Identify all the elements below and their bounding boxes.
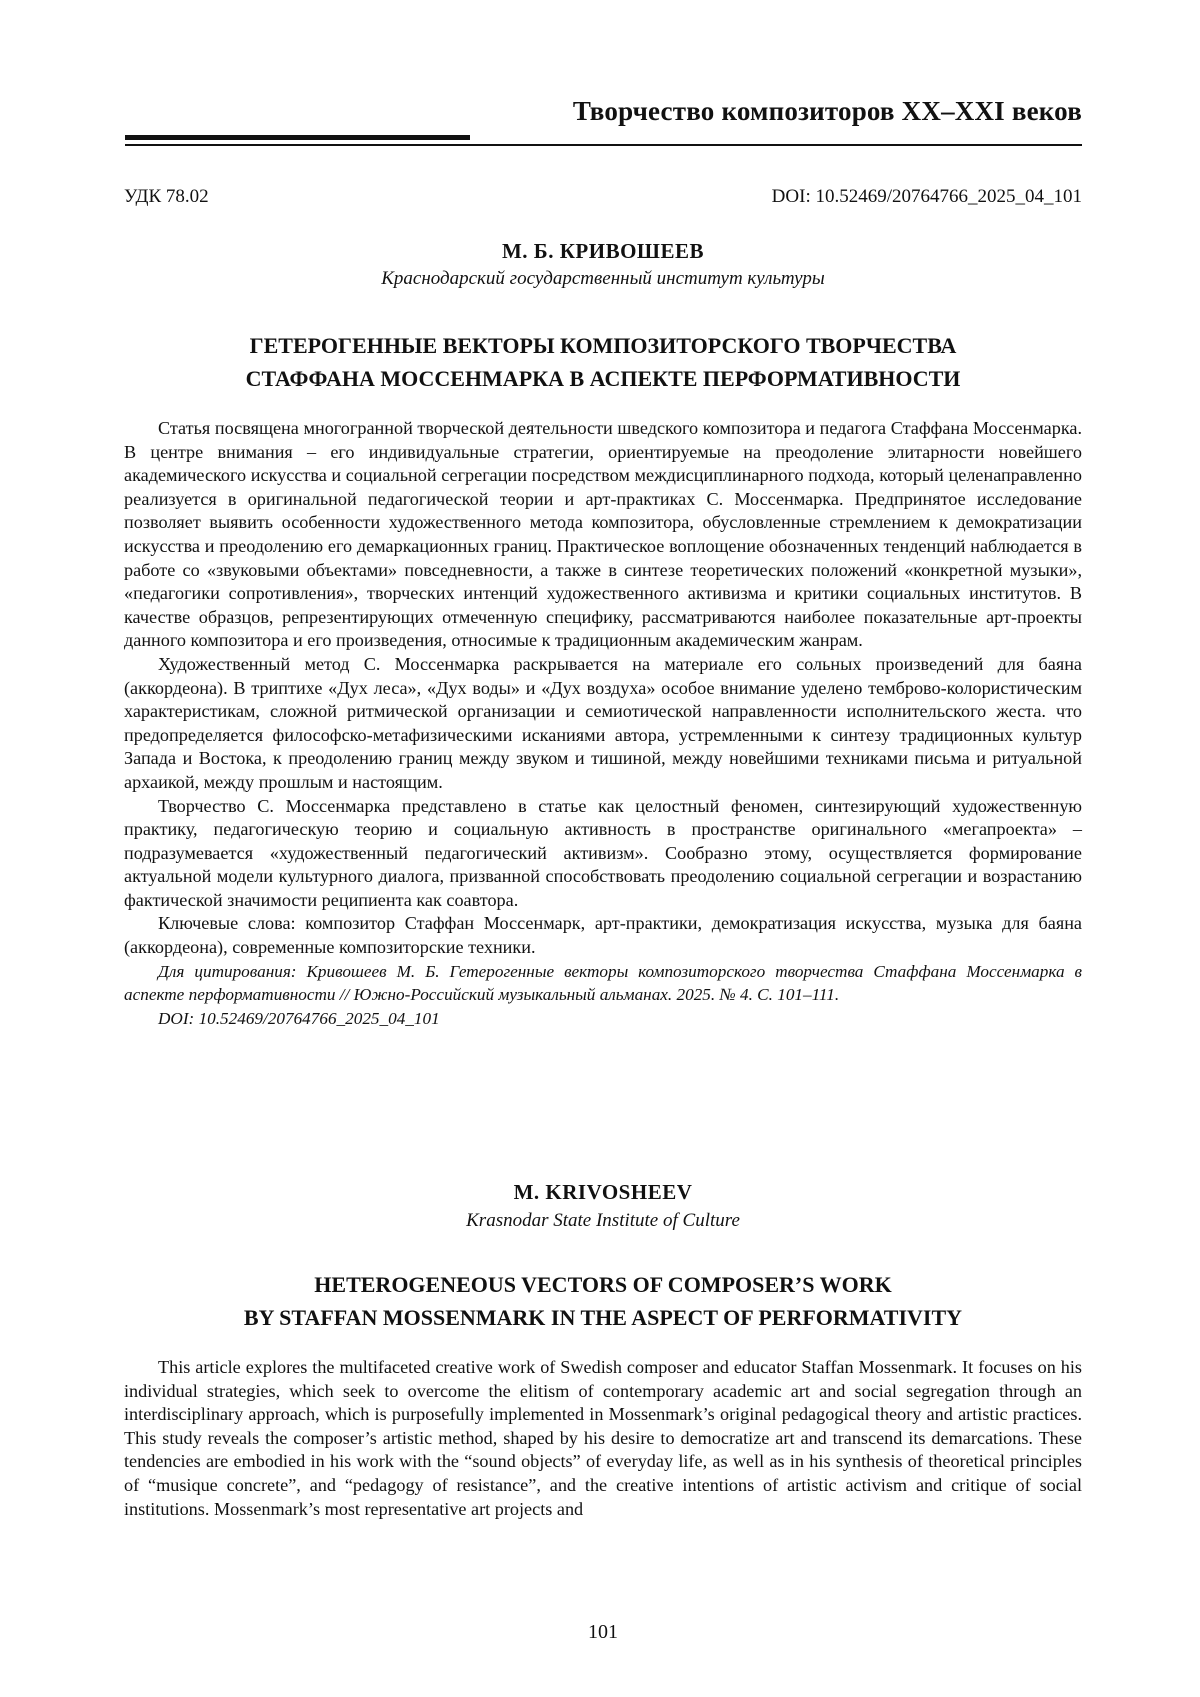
citation-ru: Для цитирования: Кривошеев М. Б. Гетерогенные векторы композиторского творчества Стаффана Моссенмарка в аспекте перформативности // Южно-Российский музыкальный альманах. 2025. № 4. С. 101–111. xyxy=(124,961,1082,1005)
page-number: 101 xyxy=(588,1621,618,1643)
title-en-line-2: BY STAFFAN MOSSENMARK IN THE ASPECT OF PERFORMATIVITY xyxy=(243,1305,963,1330)
abstract-ru-paragraph-1: Статья посвящена многогранной творческой деятельности шведского композитора и педагога Стаффана Моссенмарка. В центре внимания – его индивидуальные стратегии, ориентируемые на преодоление элитарности новейшего академического искусства и социальной сегрегации посредством междисциплинарного подхода, который целенаправленно реализуется в оригинальной педагогической теории и арт-практиках С. Моссенмарка. Предпринятое исследование позволяет выявить особенности художественного метода композитора, обусловленные стремлением к демократизации искусства и преодолению его демаркационных границ. Практическое воплощение обозначенных тенденций наблюдается в работе со «звуковыми объектами» повседневности, а также в синтезе теоретических положений «конкретной музыки», «педагогики сопротивления», творческих интенций художественного активизма и критики социальных институтов. В качестве образцов, репрезентирующих отмеченную специфику, рассматриваются наиболее показательные арт-проекты данного композитора и его произведения, относимые к традиционным академическим жанрам. xyxy=(124,418,1082,651)
citation-doi: DOI: 10.52469/20764766_2025_04_101 xyxy=(158,1008,440,1028)
abstract-ru xyxy=(124,417,1082,1030)
running-title: Творчество композиторов XX–XXI веков xyxy=(572,96,1082,126)
abstract-ru-paragraph-3: Творчество С. Моссенмарка представлено в статье как целостный феномен, синтезирующий художественную практику, педагогическую теорию и социальную активность в пространстве оригинального «мегапроекта» – подразумевается «художественный педагогический активизм». Сообразно этому, осуществляется формирование актуальной модели культурного диалога, призванной способствовать преодолению социальной сегрегации и возрастанию фактической значимости реципиента как соавтора. xyxy=(124,795,1082,910)
article-title-en xyxy=(124,1268,1082,1334)
author-en: M. KRIVOSHEEV xyxy=(513,1180,693,1204)
title-ru-line-2: СТАФФАНА МОССЕНМАРКА В АСПЕКТЕ ПЕРФОРМАТИВНОСТИ xyxy=(245,366,961,391)
udk-code: УДК 78.02 xyxy=(124,186,209,207)
affiliation-en: Krasnodar State Institute of Culture xyxy=(466,1210,740,1231)
header-rule-thin xyxy=(125,144,1082,146)
abstract-ru-paragraph-2: Художественный метод С. Моссенмарка раскрывается на материале его сольных произведений для баяна (аккордеона). В триптихе «Дух леса», «Дух воды» и «Дух воздуха» особое внимание уделено темброво-колористическим характеристикам, сложной ритмической организации и семиотической направленности исполнительского жеста. что предопределяется философско-метафизическими исканиями автора, устремленными к синтезу традиционных культур Запада и Востока, к преодолению границ между звуком и тишиной, между новейшими техниками письма и ритуальной архаикой, между прошлым и настоящим. xyxy=(124,653,1082,792)
title-en-line-1: HETEROGENEOUS VECTORS OF COMPOSER’S WORK xyxy=(314,1272,892,1297)
affiliation-ru: Краснодарский государственный институт культуры xyxy=(381,268,825,289)
abstract-en xyxy=(124,1356,1082,1521)
header-rule-thick xyxy=(125,135,470,140)
article-title-ru xyxy=(124,329,1082,395)
title-ru-line-1: ГЕТЕРОГЕННЫЕ ВЕКТОРЫ КОМПОЗИТОРСКОГО ТВОРЧЕСТВА xyxy=(249,333,957,358)
abstract-en-paragraph-1: This article explores the multifaceted creative work of Swedish composer and educator Staffan Mossenmark. It focuses on his individual strategies, which seek to overcome the elitism of contemporary academic art and social segregation through an interdisciplinary approach, which is purposefully implemented in Mossenmark’s original pedagogical theory and artistic practices. This study reveals the composer’s artistic method, shaped by his desire to democratize art and transcend its demarcations. These tendencies are embodied in his work with the “sound objects” of everyday life, as well as in his synthesis of theoretical principles of “musique concrete”, and “pedagogy of resistance”, and the creative intentions of artistic activism and critique of social institutions. Mossenmark’s most representative art projects and xyxy=(124,1357,1082,1519)
keywords-ru: Ключевые слова: композитор Стаффан Моссенмарк, арт-практики, демократизация искусства, музыка для баяна (аккордеона), современные композиторские техники. xyxy=(124,913,1082,958)
author-ru: М. Б. КРИВОШЕЕВ xyxy=(501,239,705,263)
doi: DOI: 10.52469/20764766_2025_04_101 xyxy=(771,186,1082,207)
